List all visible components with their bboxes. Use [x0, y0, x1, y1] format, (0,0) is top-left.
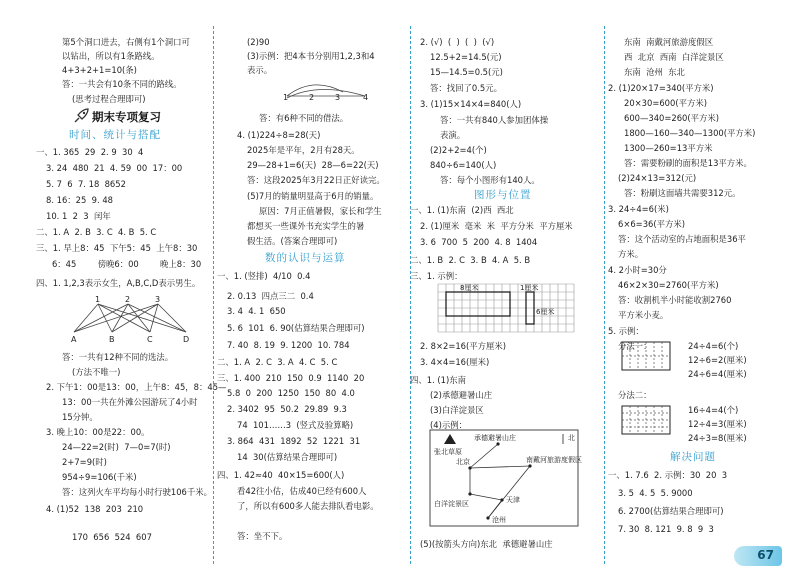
- map-place: 天津: [506, 496, 520, 504]
- section-title: 解决问题: [670, 451, 716, 463]
- text-line: (方法不唯一): [72, 367, 121, 377]
- text-line: 东南 南戴河旅游度假区: [624, 37, 714, 47]
- page-number: 67: [757, 548, 774, 562]
- text-line: 分法一：: [618, 341, 652, 351]
- review-title: 期末专项复习: [92, 110, 161, 124]
- grid-figure: [438, 284, 588, 336]
- text-line: 74 101……3 (竖式及验算略): [237, 420, 354, 430]
- text-line: 15—14.5=0.5(元): [430, 67, 503, 77]
- text-line: 600—340=260(平方米): [624, 113, 720, 123]
- text-line: 东南 沧州 东北: [624, 67, 685, 77]
- text-line: 答：这列火车平均每小时行驶106千米。: [62, 487, 212, 497]
- text-line: 8. 16：25 9. 48: [46, 195, 113, 205]
- map-place: 张北草原: [434, 448, 462, 456]
- text-line: (5)7月的销量明显高于6月的销量。: [247, 191, 379, 201]
- text-line: 2. 下午1：00是13：00，上午8：45，8：45—: [46, 382, 227, 392]
- text-line: 4+3+2+1=10(条): [62, 65, 137, 75]
- text-line: 表演。: [440, 130, 466, 140]
- text-line: 7. 40 8. 19 9. 1200 10. 784: [227, 340, 350, 350]
- text-line: 3. 24 480 21 4. 59 00 17：00: [46, 163, 183, 173]
- diagram-node: D: [183, 335, 190, 344]
- text-line: 二、1. B 2. C 3. B 4. A 5. B: [410, 255, 531, 265]
- method-step: 16÷4=4(个): [688, 405, 739, 415]
- dimension-label: 6厘米: [536, 308, 555, 316]
- column-4: [604, 0, 800, 574]
- text-line: 1800—160—340—1300(平方米): [624, 128, 756, 138]
- text-line: 14 30(估算结果合理即可): [237, 452, 338, 462]
- text-line: 一、1. 7.6 2. 示例：30 20 3: [608, 470, 728, 480]
- text-line: 12.5+2=14.5(元): [430, 52, 502, 62]
- text-line: 2. 8×2=16(平方厘米): [420, 341, 507, 351]
- map-place: 白洋淀景区: [434, 500, 469, 508]
- map-place: 承德避暑山庄: [474, 434, 516, 442]
- text-line: 4. (1)52 138 203 210: [46, 504, 144, 514]
- text-line: 7. 30 8. 121 9. 8 9 3: [618, 524, 714, 534]
- method-step: 24÷3=8(厘米): [688, 433, 747, 443]
- text-line: 答：这段2025年3月22日正好读完。: [247, 175, 385, 185]
- text-line: 6：45 傍晚6：00 晚上8：30: [36, 259, 202, 269]
- text-line: 6. 2700(估算结果合理即可): [618, 506, 724, 516]
- text-line: 46×2×30=2760(平方米): [618, 280, 719, 290]
- text-line: 四、1. (1)东南: [410, 375, 467, 385]
- text-line: 3. 864 431 1892 52 1221 31: [227, 436, 361, 446]
- diagram-node: B: [109, 335, 115, 344]
- text-line: 答：坐不下。: [237, 531, 288, 541]
- text-line: (2)24×13=312(元): [618, 173, 697, 183]
- text-line: (思考过程合理即可): [72, 94, 146, 104]
- diagram-node: 4: [363, 93, 369, 102]
- text-line: 看42往小估，估成40已经有600人: [237, 486, 367, 496]
- text-line: 170 656 524 607: [72, 532, 152, 542]
- text-line: 答：收割机半小时能收割2760: [618, 295, 732, 305]
- text-line: 2. 3402 95 50.2 29.89 9.3: [227, 404, 347, 414]
- text-line: 答：一共有840人参加团体操: [440, 115, 549, 125]
- pairing-diagram: [60, 294, 200, 344]
- method-step: 12÷4=3(厘米): [688, 419, 747, 429]
- text-line: 三、1. 早上8：45 下午5：45 上午8：30: [36, 243, 198, 253]
- text-line: 答：每个小图形有140人。: [440, 175, 540, 185]
- method-step: 24÷6=4(厘米): [688, 369, 747, 379]
- text-line: 1300—260=13平方米: [624, 143, 713, 153]
- text-line: 三、1. 400 210 150 0.9 1140 20: [217, 373, 365, 383]
- column-2: [213, 0, 410, 574]
- text-line: 954÷9=106(千米): [62, 472, 137, 482]
- text-line: 3. 5 4. 5 5. 9000: [618, 488, 693, 498]
- section-title: 图形与位置: [474, 189, 532, 201]
- text-line: 表示。: [247, 65, 273, 75]
- text-line: 4. (1)224÷8=28(天): [237, 130, 321, 140]
- section-title: 数的认识与运算: [265, 252, 346, 264]
- text-line: 答：找回了0.5元。: [430, 83, 502, 93]
- text-line: 4. 2小时=30分: [608, 265, 667, 275]
- text-line: 方米。: [618, 249, 644, 259]
- text-line: 一、1. (竖排) 4/10 0.4: [217, 271, 311, 281]
- text-line: 2. (1)20×17=340(平方米): [608, 83, 714, 93]
- text-line: (2)90: [247, 37, 270, 47]
- text-line: 3. 6 700 5 200 4. 8 1404: [420, 237, 538, 247]
- text-line: 15分钟。: [62, 412, 98, 422]
- text-line: 24—22=2(时) 7—0=7(时): [62, 442, 171, 452]
- text-line: 三、1. 示例：: [410, 271, 463, 281]
- arrangement-diagram: [283, 76, 373, 108]
- dimension-label: 8厘米: [460, 284, 479, 292]
- text-line: (3)示例：把4本书分别用1,2,3和4: [247, 51, 375, 61]
- text-line: 都想买一些课外书充实学生的暑: [247, 221, 365, 231]
- text-line: 四、1. 42≈40 40×15=600(人): [217, 470, 345, 480]
- text-line: (2)承德避暑山庄: [430, 390, 493, 400]
- map-place: 北京: [456, 458, 470, 466]
- column-3: [410, 0, 604, 574]
- text-line: 了，所以有600多人能去排队看电影。: [237, 501, 379, 511]
- text-line: 原因：7月正值暑假，家长和学生: [259, 206, 382, 216]
- text-line: 2. (1)厘米 毫米 米 平方分米 平方厘米: [420, 221, 573, 231]
- text-line: (4)示例：: [430, 420, 467, 430]
- text-line: 29—28+1=6(天) 28—6=22(天): [247, 160, 379, 170]
- method-step: 12÷6=2(厘米): [688, 355, 747, 365]
- text-line: 二、1. A 2. B 3. C 4. B 5. C: [36, 227, 157, 237]
- diagram-node: 2: [309, 93, 315, 102]
- text-line: 答：粉刷这面墙共需要312元。: [624, 188, 741, 198]
- text-line: 6×6=36(平方米): [618, 219, 686, 229]
- text-line: 以钻出，所以有1条路线。: [62, 51, 160, 61]
- text-line: 5. 示例：: [608, 326, 644, 336]
- text-line: 2. (√) ( ) ( ) (√): [420, 37, 495, 47]
- page-number-badge: [734, 546, 782, 566]
- method-step: 24÷4=6(个): [688, 341, 739, 351]
- text-line: 2025年是平年，2月有28天。: [247, 145, 360, 155]
- dimension-label: 1厘米: [520, 284, 539, 292]
- diagram-node: A: [71, 335, 77, 344]
- diagram-node: 3: [155, 295, 161, 304]
- diagram-node: 2: [125, 295, 131, 304]
- text-line: 2+7=9(时): [62, 457, 107, 467]
- section-title: 时间、统计与搭配: [69, 129, 161, 141]
- text-line: 5.8 0 200 1250 150 80 4.0: [227, 388, 355, 398]
- text-line: 3. (1)15×14×4=840(人): [420, 99, 522, 109]
- map-place: 南戴河旅游度假区: [526, 456, 582, 464]
- text-line: 答：一共会有10条不同的路线。: [62, 79, 182, 89]
- diagram-node: 3: [335, 93, 341, 102]
- text-line: 二、1. A 2. C 3. A 4. C 5. C: [217, 357, 338, 367]
- text-line: (2)2+2=4(个): [430, 145, 487, 155]
- text-line: 一、1. (1)东南 (2)西 西北: [410, 205, 514, 215]
- text-line: 第5个洞口进去，右侧有1个洞口可: [62, 37, 190, 47]
- text-line: 5. 6 101 6. 90(估算结果合理即可): [227, 323, 365, 333]
- text-line: 3. 晚上10：00是22：00。: [46, 427, 150, 437]
- text-line: 一、1. 365 29 2. 9 30 4: [36, 147, 144, 157]
- text-line: 3. 4 4. 1 650: [227, 306, 286, 316]
- text-line: 西 北京 西南 白洋淀景区: [624, 52, 724, 62]
- map-place: 沧州: [492, 516, 506, 524]
- north-label: 北: [568, 434, 575, 442]
- text-line: 3. 4×4=16(厘米): [420, 357, 490, 367]
- text-line: 5. 7 6 7. 18 8652: [46, 179, 126, 189]
- text-line: (3)白洋淀景区: [430, 405, 484, 415]
- diagram-node: C: [147, 335, 153, 344]
- text-line: 3. 24÷4=6(米): [608, 204, 669, 214]
- text-line: (5)(按箭头方向)东北 承德避暑山庄: [420, 539, 553, 549]
- route-map: [430, 430, 580, 528]
- text-line: 答：有6种不同的借法。: [259, 113, 349, 123]
- text-line: 答：需要粉刷的面积是13平方米。: [624, 158, 752, 168]
- method-label: 分法二：: [618, 390, 652, 400]
- text-line: 四、1. 1,2,3表示女生，A,B,C,D表示男生。: [36, 278, 201, 288]
- division-figure-2: [618, 402, 682, 442]
- text-line: 2. 0.13 四点三二 0.4: [227, 291, 314, 301]
- diagram-node: 1: [95, 295, 101, 304]
- text-line: 假生活。(答案合理即可): [247, 236, 338, 246]
- text-line: 20×30=600(平方米): [624, 98, 707, 108]
- text-line: 10. 1 2 3 闰年: [46, 211, 111, 221]
- text-line: 840÷6=140(人): [430, 160, 497, 170]
- diagram-node: 1: [283, 93, 289, 102]
- text-line: 13：00一共在外滩公园游玩了4小时: [62, 397, 198, 407]
- text-line: 平方米小麦。: [618, 310, 669, 320]
- column-1: [0, 0, 227, 574]
- division-figure-1: [618, 338, 682, 382]
- text-line: 答：一共有12种不同的选法。: [62, 352, 174, 362]
- rocket-icon: [73, 108, 89, 124]
- text-line: 答：这个活动室的占地面积是36平: [618, 234, 746, 244]
